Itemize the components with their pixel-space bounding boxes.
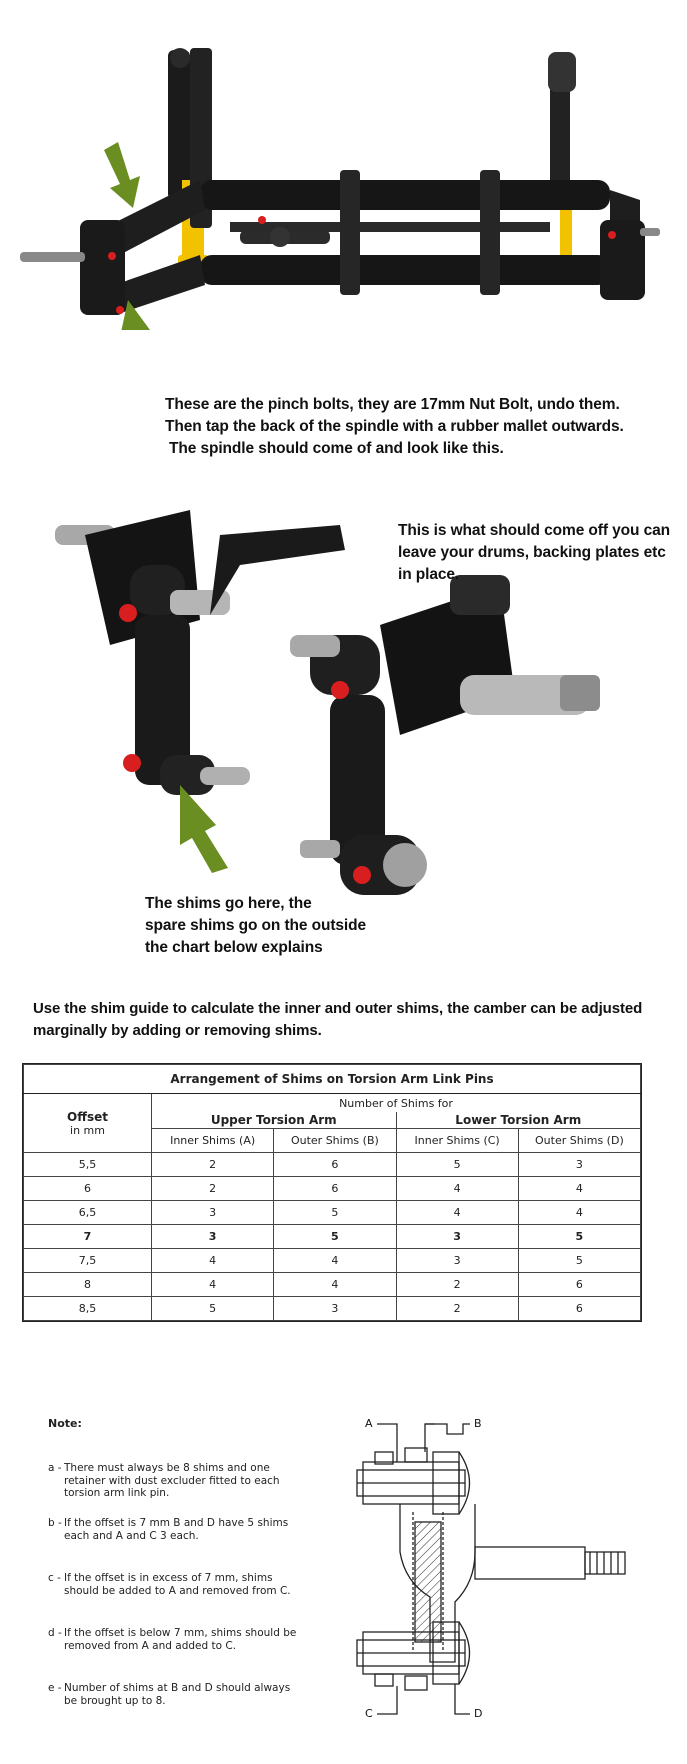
note-letter: b - [48,1517,62,1529]
offset-label: Offset [67,1109,108,1124]
column-header: Outer Shims (B) [274,1129,396,1153]
table-cell: 3 [274,1297,396,1321]
arrow-icon [104,142,140,208]
note-item [48,1517,304,1542]
table-cell: 7 [24,1225,152,1249]
diagram-label-d: D [474,1707,483,1720]
table-cell: 4 [396,1201,518,1225]
pinch-bolts-caption [165,394,624,460]
lower-arm-header: Lower Torsion Arm [396,1112,641,1129]
caption-line: in place. [398,566,460,583]
diagram-label-c: C [365,1707,373,1720]
table-cell: 3 [396,1249,518,1273]
caption-line: These are the pinch bolts, they are 17mm Nut Bolt, undo them. [165,396,620,413]
table-cell: 6,5 [24,1201,152,1225]
table-cell: 5,5 [24,1153,152,1177]
table-cell: 4 [518,1201,640,1225]
table-cell: 4 [518,1177,640,1201]
note-text: If the offset is below 7 mm, shims should be removed from A and added to C. [64,1627,297,1652]
table-cell: 2 [396,1273,518,1297]
table-row [24,1153,641,1177]
spindle-cross-section-diagram [345,1412,645,1732]
note-text: There must always be 8 shims and one retainer with dust excluder fitted to each torsion arm link pin. [64,1462,280,1499]
caption-line: The shims go here, the [145,895,312,912]
note-letter: a - [48,1462,62,1474]
table-cell: 2 [152,1177,274,1201]
caption-line: This is what should come off you can [398,522,670,539]
table-cell: 5 [274,1225,396,1249]
shim-table [22,1063,642,1322]
table-row [24,1249,641,1273]
note-letter: d - [48,1627,62,1639]
front-beam-photo [0,30,687,330]
note-text: Number of shims at B and D should always be brought up to 8. [64,1682,291,1707]
note-text: If the offset is in excess of 7 mm, shims should be added to A and removed from C. [64,1572,291,1597]
column-header: Outer Shims (D) [518,1129,640,1153]
table-cell: 4 [152,1249,274,1273]
diagram-label-b: B [474,1417,482,1430]
caption-line: the chart below explains [145,939,323,956]
table-title: Arrangement of Shims on Torsion Arm Link Pins [24,1065,641,1094]
note-heading: Note: [48,1417,82,1430]
table-row [24,1225,641,1249]
table-cell: 7,5 [24,1249,152,1273]
shims-go-caption [145,893,366,959]
offset-header [24,1094,152,1153]
table-row [24,1297,641,1321]
table-cell: 4 [274,1249,396,1273]
table-cell: 5 [152,1297,274,1321]
table-cell: 2 [152,1153,274,1177]
table-cell: 8 [24,1273,152,1297]
table-row [24,1177,641,1201]
number-of-shims-header: Number of Shims for [152,1094,641,1113]
table-cell: 3 [152,1201,274,1225]
table-cell: 3 [518,1153,640,1177]
table-cell: 5 [396,1153,518,1177]
table-cell: 2 [396,1297,518,1321]
table-cell: 5 [274,1201,396,1225]
note-item [48,1462,304,1500]
shim-guide-caption [33,998,642,1042]
diagram-label-a: A [365,1417,373,1430]
table-cell: 4 [396,1177,518,1201]
table-cell: 6 [24,1177,152,1201]
column-header: Inner Shims (C) [396,1129,518,1153]
table-cell: 3 [396,1225,518,1249]
table-cell: 3 [152,1225,274,1249]
table-cell: 5 [518,1249,640,1273]
table-cell: 6 [274,1177,396,1201]
column-header: Inner Shims (A) [152,1129,274,1153]
note-item [48,1682,304,1707]
caption-line: spare shims go on the outside [145,917,367,934]
table-cell: 6 [518,1273,640,1297]
caption-line: marginally by adding or removing shims. [33,1022,322,1039]
table-cell: 6 [274,1153,396,1177]
note-text: If the offset is 7 mm B and D have 5 shims each and A and C 3 each. [64,1517,289,1542]
table-cell: 6 [518,1297,640,1321]
note-item [48,1572,304,1597]
note-item [48,1627,304,1652]
table-row [24,1201,641,1225]
note-letter: c - [48,1572,61,1584]
table-cell: 4 [274,1273,396,1297]
table-row [24,1273,641,1297]
arrow-icon [180,785,228,873]
caption-line: Then tap the back of the spindle with a rubber mallet outwards. [165,418,624,435]
caption-line: The spindle should come of and look like this. [169,440,504,457]
comes-off-caption [398,520,670,586]
table-cell: 4 [152,1273,274,1297]
note-letter: e - [48,1682,62,1694]
table-cell: 5 [518,1225,640,1249]
offset-unit: in mm [70,1123,105,1137]
caption-line: leave your drums, backing plates etc [398,544,666,561]
table-cell: 8,5 [24,1297,152,1321]
upper-arm-header: Upper Torsion Arm [152,1112,397,1129]
caption-line: Use the shim guide to calculate the inner and outer shims, the camber can be adjusted [33,1000,643,1017]
